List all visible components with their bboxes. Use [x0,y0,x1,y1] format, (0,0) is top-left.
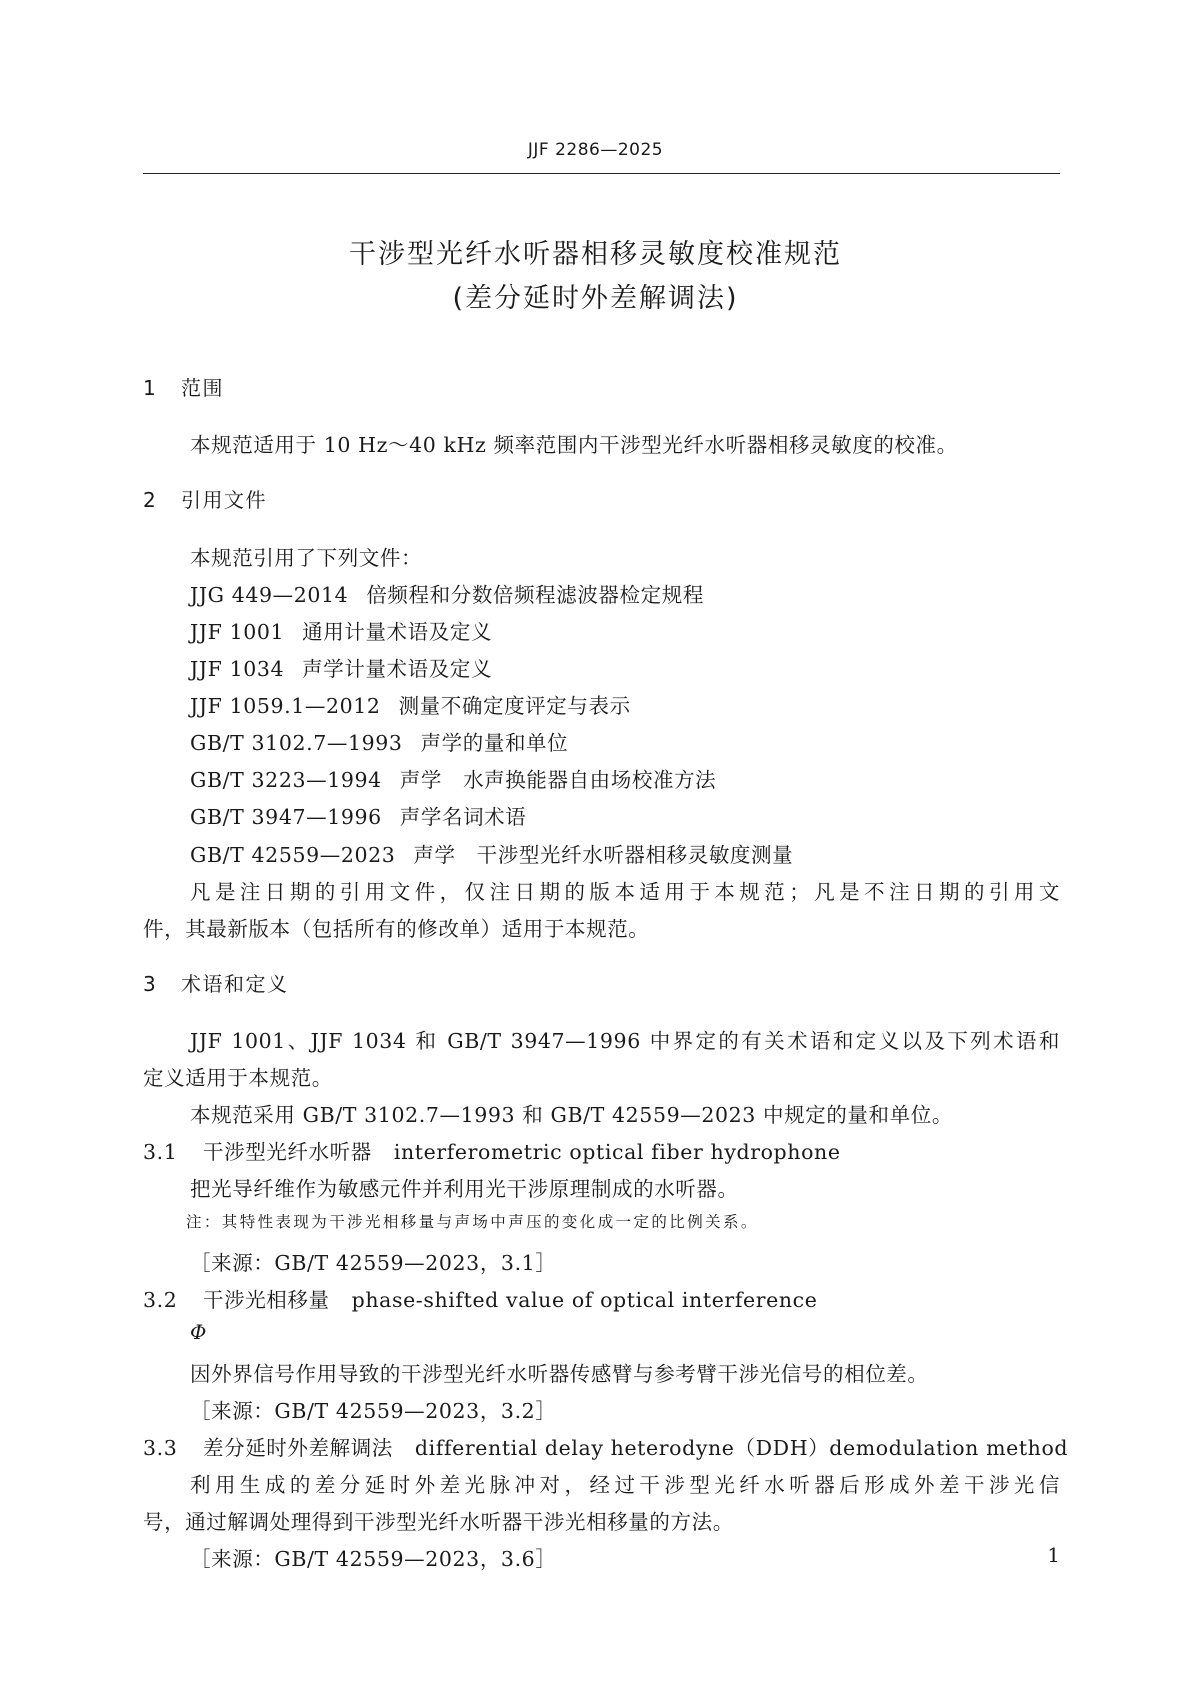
header-divider [143,173,1060,174]
term-definition: 把光导纤维作为敏感元件并利用光干涉原理制成的水听器。 [190,1177,739,1201]
reference-title: 声学的量和单位 [420,731,569,755]
term-note: 注：其特性表现为干涉光相移量与声场中声压的变化成一定的比例关系。 [186,1213,759,1231]
reference-title: 声学名词术语 [399,805,527,829]
section-heading-terms [143,968,289,997]
section-number: 2 [143,488,158,512]
reference-title: 声学 水声换能器自由场校准方法 [399,768,717,792]
reference-title: 通用计量术语及定义 [302,620,493,644]
term-number: 3.3 [143,1436,178,1460]
section-number: 1 [143,376,158,400]
reference-item [190,652,492,682]
term-english: differential delay heterodyne（DDH）demodulation method [414,1436,1069,1460]
term-source: ［来源：GB/T 42559—2023，3.2］ [190,1399,557,1423]
section-title: 引用文件 [181,488,267,512]
reference-item [190,800,526,830]
page-number: 1 [1047,1543,1060,1567]
section-title: 术语和定义 [181,972,289,996]
term-entry-heading [143,1135,841,1165]
reference-item [190,726,568,756]
term-english: phase-shifted value of optical interference [351,1288,818,1312]
reference-item [190,838,793,868]
term-chinese: 干涉型光纤水听器 [203,1140,372,1164]
document-title: 干涉型光纤水听器相移灵敏度校准规范 [349,239,842,270]
reference-code: GB/T 3223—1994 [190,768,382,792]
reference-title: 声学计量术语及定义 [302,657,493,681]
references-intro: 本规范引用了下列文件： [190,546,423,570]
term-chinese: 干涉光相移量 [203,1288,330,1312]
document-subtitle: (差分延时外差解调法) [452,283,739,314]
standard-code-header: JJF 2286—2025 [527,140,664,160]
section-heading-scope [143,372,224,401]
reference-item [190,763,716,793]
section-number: 3 [143,972,158,996]
reference-code: JJF 1001 [190,620,285,644]
section-title: 范围 [181,376,224,400]
references-closing-line: 件，其最新版本（包括所有的修改单）适用于本规范。 [143,917,650,941]
term-source: ［来源：GB/T 42559—2023，3.6］ [190,1547,557,1571]
term-english: interferometric optical fiber hydrophone [393,1140,841,1164]
term-entry-heading [143,1431,1068,1461]
reference-code: GB/T 3102.7—1993 [190,731,403,755]
references-closing-line: 凡是注日期的引用文件，仅注日期的版本适用于本规范；凡是不注日期的引用文 [190,880,1060,904]
terms-intro-line: JJF 1001、JJF 1034 和 GB/T 3947—1996 中界定的有关术语和定义以及下列术语和 [190,1029,1060,1053]
reference-code: JJG 449—2014 [190,583,349,607]
term-definition-line: 利用生成的差分延时外差光脉冲对，经过干涉型光纤水听器后形成外差干涉光信 [190,1473,1060,1497]
reference-title: 声学 干涉型光纤水听器相移灵敏度测量 [413,843,794,867]
reference-item [190,578,704,608]
reference-code: GB/T 42559—2023 [190,843,396,867]
terms-units-statement: 本规范采用 GB/T 3102.7—1993 和 GB/T 42559—2023 中规定的量和单位。 [190,1103,953,1127]
scope-text: 本规范适用于 10 Hz～40 kHz 频率范围内干涉型光纤水听器相移灵敏度的校准。 [190,433,958,457]
reference-item [190,615,492,645]
term-number: 3.1 [143,1140,178,1164]
reference-title: 倍频程和分数倍频程滤波器检定规程 [366,583,704,607]
term-source: ［来源：GB/T 42559—2023，3.1］ [190,1251,557,1275]
term-symbol: Φ [190,1320,207,1344]
term-definition: 因外界信号作用导致的干涉型光纤水听器传感臂与参考臂干涉光信号的相位差。 [190,1362,929,1386]
reference-item [190,689,631,719]
term-entry-heading [143,1283,818,1313]
reference-code: JJF 1034 [190,657,285,681]
reference-code: GB/T 3947—1996 [190,805,382,829]
section-heading-references [143,484,267,513]
reference-title: 测量不确定度评定与表示 [398,694,631,718]
term-number: 3.2 [143,1288,178,1312]
term-definition-line: 号，通过解调处理得到干涉型光纤水听器干涉光相移量的方法。 [143,1510,734,1534]
term-chinese: 差分延时外差解调法 [203,1436,393,1460]
reference-code: JJF 1059.1—2012 [190,694,381,718]
terms-intro-line: 定义适用于本规范。 [143,1066,333,1090]
